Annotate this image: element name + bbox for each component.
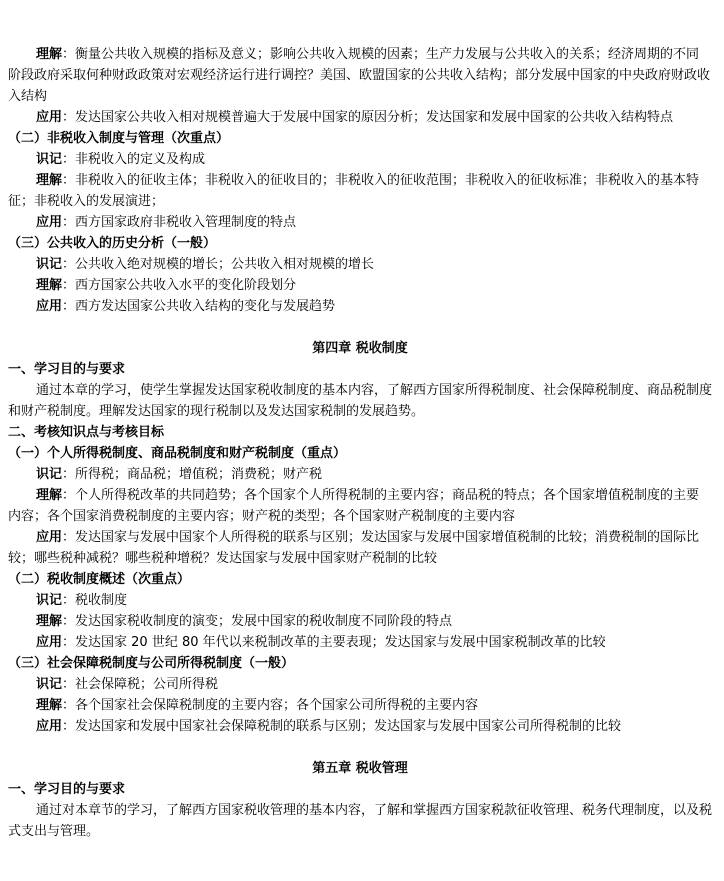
item-label: 理解	[36, 173, 63, 188]
item-label: 理解	[36, 614, 63, 629]
item-text: ：各个国家社会保障税制度的主要内容；各个国家公司所得税的主要内容	[62, 698, 479, 713]
item-text: ：发达国家税收制度的演变；发展中国家的税收制度不同阶段的特点	[62, 614, 453, 629]
section-heading: （一）个人所得税制度、商品税制度和财产税制度（重点）	[8, 446, 347, 461]
item-understand	[8, 485, 712, 527]
item-label: 识记	[36, 593, 63, 608]
item-memorize	[8, 254, 712, 275]
item-label: 应用	[36, 530, 63, 545]
item-text: ：个人所得税改革的共同趋势；各个国家个人所得税制的主要内容；商品税的特点；各个国家增值税制度的主要内容；各个国家消费税制度的主要内容；财产税的类型；各个国家财产税制度的主要内容	[8, 488, 700, 524]
item-label: 应用	[36, 215, 63, 230]
section-heading: （二）税收制度概述（次重点）	[8, 572, 191, 587]
item-text: ：衡量公共收入规模的指标及意义；影响公共收入规模的因素；生产力发展与公共收入的关系；经济周期的不同阶段政府采取何种财政政策对宏观经济运行进行调控？美国、欧盟国家的公共收入结构；部分发展中国家的中央政府财政收入结构	[8, 47, 711, 104]
item-label: 理解	[36, 278, 63, 293]
item-label: 理解	[36, 698, 63, 713]
item-text: ：非税收入的征收主体；非税收入的征收目的；非税收入的征收范围；非税收入的征收标准；非税收入的基本特征；非税收入的发展演进；	[8, 173, 700, 209]
item-label: 识记	[36, 257, 63, 272]
section-heading: 二、考核知识点与考核目标	[8, 425, 165, 440]
item-text: ：发达国家和发展中国家社会保障税制的联系与区别；发达国家与发展中国家公司所得税制的比较	[62, 719, 622, 734]
section-heading: （二）非税收入制度与管理（次重点）	[8, 131, 230, 146]
item-label: 识记	[36, 467, 63, 482]
item-label: 理解	[36, 47, 63, 62]
item-apply	[8, 527, 712, 569]
item-understand	[8, 44, 712, 107]
item-understand	[8, 170, 712, 212]
item-text: ：西方发达国家公共收入结构的变化与发展趋势	[62, 299, 336, 314]
item-memorize	[8, 590, 712, 611]
item-label: 应用	[36, 299, 63, 314]
item-understand	[8, 611, 712, 632]
item-label: 应用	[36, 635, 63, 650]
item-label: 理解	[36, 488, 63, 503]
item-understand	[8, 695, 712, 716]
item-memorize	[8, 674, 712, 695]
section-heading: （三）社会保障税制度与公司所得税制度（一般）	[8, 656, 295, 671]
item-text: ：发达国家公共收入相对规模普遍大于发展中国家的原因分析；发达国家和发展中国家的公共收入结构特点	[62, 110, 674, 125]
item-apply	[8, 212, 712, 233]
paragraph: 通过本章的学习，使学生掌握发达国家税收制度的基本内容，了解西方国家所得税制度、社会保障税制度、商品税制度和财产税制度。理解发达国家的现行税制以及发达国家税制的发展趋势。	[8, 383, 713, 419]
item-label: 应用	[36, 719, 63, 734]
item-label: 识记	[36, 677, 63, 692]
item-text: ：发达国家 20 世纪 80 年代以来税制改革的主要表现；发达国家与发展中国家税制改革的比较	[62, 635, 606, 650]
item-text: ：西方国家政府非税收入管理制度的特点	[62, 215, 297, 230]
item-text: ：非税收入的定义及构成	[62, 152, 206, 167]
paragraph: 通过对本章节的学习，了解西方国家税收管理的基本内容，了解和掌握西方国家税款征收管理、税务代理制度，以及税式支出与管理。	[8, 803, 713, 839]
item-apply	[8, 632, 712, 653]
section-heading: （三）公共收入的历史分析（一般）	[8, 236, 217, 251]
item-text: ：社会保障税；公司所得税	[62, 677, 219, 692]
item-text: ：发达国家与发展中国家个人所得税的联系与区别；发达国家与发展中国家增值税制的比较；消费税制的国际比较；哪些税种减税？哪些税种增税？发达国家与发展中国家财产税制的比较	[8, 530, 700, 566]
section-heading: 一、学习目的与要求	[8, 782, 126, 797]
item-memorize	[8, 464, 712, 485]
item-apply	[8, 296, 712, 317]
item-apply	[8, 716, 712, 737]
item-apply	[8, 107, 712, 128]
chapter-title: 第五章 税收管理	[312, 761, 408, 776]
item-label: 识记	[36, 152, 63, 167]
item-label: 应用	[36, 110, 63, 125]
item-text: ：西方国家公共收入水平的变化阶段划分	[62, 278, 297, 293]
item-understand	[8, 275, 712, 296]
item-text: ：所得税；商品税；增值税；消费税；财产税	[62, 467, 323, 482]
item-text: ：公共收入绝对规模的增长；公共收入相对规模的增长	[62, 257, 375, 272]
chapter-title: 第四章 税收制度	[312, 341, 408, 356]
section-heading: 一、学习目的与要求	[8, 362, 126, 377]
item-memorize	[8, 149, 712, 170]
item-text: ：税收制度	[62, 593, 128, 608]
